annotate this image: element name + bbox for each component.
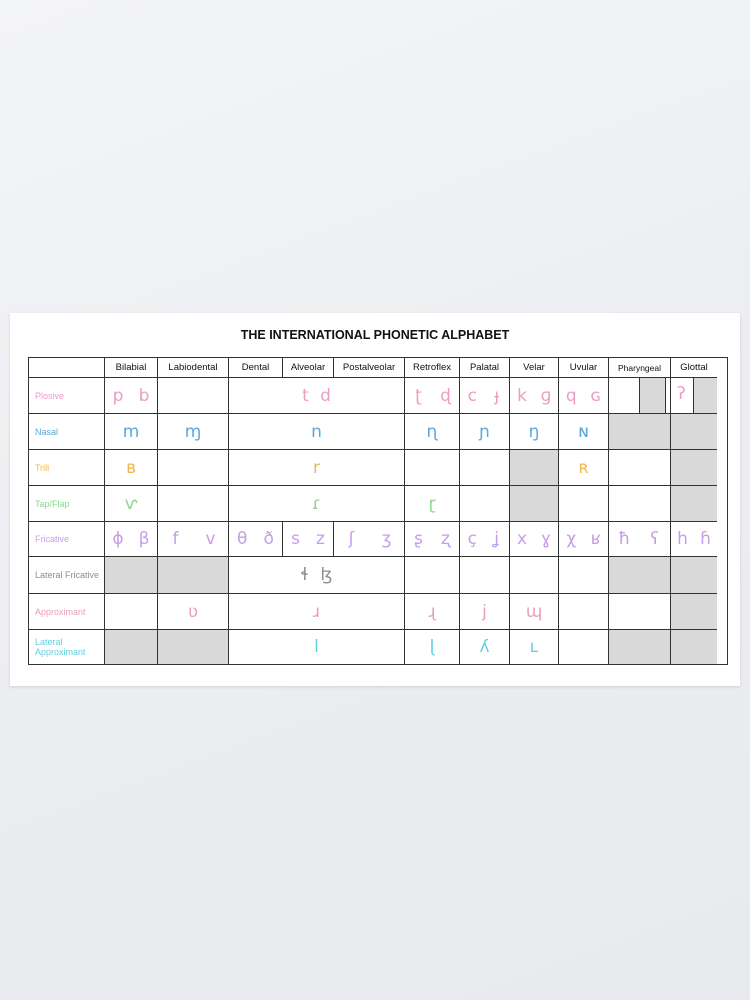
nasal-velar: ŋ	[510, 414, 559, 450]
fricative-postalveolar: ʃ ʒ	[334, 522, 405, 557]
latfric-bilabial	[105, 557, 158, 594]
plosive-dental-alveolar-postalveolar: t d	[229, 378, 405, 414]
latapprox-retroflex: ɭ	[405, 630, 460, 664]
approx-alveolar: ɹ	[229, 594, 405, 630]
plosive-bilabial: p b	[105, 378, 158, 414]
tap-uvular	[559, 486, 609, 522]
latfric-velar	[510, 557, 559, 594]
header-retroflex: Retroflex	[405, 358, 460, 378]
nasal-glottal	[671, 414, 717, 450]
approx-labiodental: ʋ	[158, 594, 229, 630]
latapprox-pharyngeal	[609, 630, 671, 664]
header-alveolar: Alveolar	[283, 358, 334, 378]
latapprox-alveolar: l	[229, 630, 405, 664]
trill-velar	[510, 450, 559, 486]
header-palatal: Palatal	[460, 358, 510, 378]
fricative-glottal: h ɦ	[671, 522, 717, 557]
poster-title: THE INTERNATIONAL PHONETIC ALPHABET	[240, 328, 510, 342]
approx-uvular	[559, 594, 609, 630]
latapprox-glottal	[671, 630, 717, 664]
nasal-palatal: ɲ	[460, 414, 510, 450]
fricative-palatal: ç ʝ	[460, 522, 510, 557]
header-pharyngeal: Pharyngeal	[609, 358, 671, 378]
fricative-dental: θ ð	[229, 522, 283, 557]
row-label-lateral-approximant: Lateral Approximant	[29, 630, 105, 664]
header-bilabial: Bilabial	[105, 358, 158, 378]
latapprox-labiodental	[158, 630, 229, 664]
row-label-fricative: Fricative	[29, 522, 105, 557]
trill-palatal	[460, 450, 510, 486]
fricative-retroflex: ʂ ʐ	[405, 522, 460, 557]
header-dental: Dental	[229, 358, 283, 378]
header-labiodental: Labiodental	[158, 358, 229, 378]
nasal-alveolar: n	[229, 414, 405, 450]
fricative-labiodental: f v	[158, 522, 229, 557]
trill-bilabial: ʙ	[105, 450, 158, 486]
fricative-alveolar: s z	[283, 522, 334, 557]
latfric-palatal	[460, 557, 510, 594]
nasal-pharyngeal	[609, 414, 671, 450]
fricative-uvular: χ ʁ	[559, 522, 609, 557]
nasal-bilabial: m	[105, 414, 158, 450]
header-postalveolar: Postalveolar	[334, 358, 405, 378]
tap-velar	[510, 486, 559, 522]
tap-retroflex: ɽ	[405, 486, 460, 522]
trill-alveolar: r	[229, 450, 405, 486]
fricative-velar: x ɣ	[510, 522, 559, 557]
plosive-uvular: q ɢ	[559, 378, 609, 414]
row-label-plosive: Plosive	[29, 378, 105, 414]
tap-labiodental	[158, 486, 229, 522]
trill-pharyngeal	[609, 450, 671, 486]
approx-retroflex: ɻ	[405, 594, 460, 630]
fricative-bilabial: ɸ β	[105, 522, 158, 557]
trill-retroflex	[405, 450, 460, 486]
plosive-retroflex: ʈ ɖ	[405, 378, 460, 414]
header-glottal: Glottal	[671, 358, 717, 378]
latfric-retroflex	[405, 557, 460, 594]
nasal-labiodental: ɱ	[158, 414, 229, 450]
trill-glottal	[671, 450, 717, 486]
glottal-stop-symbol: ʔ	[677, 384, 686, 404]
plosive-palatal: c ɟ	[460, 378, 510, 414]
nasal-uvular: ɴ	[559, 414, 609, 450]
row-label-approximant: Approximant	[29, 594, 105, 630]
tap-alveolar: ɾ	[229, 486, 405, 522]
latfric-alveolar: ɬ ɮ	[229, 557, 405, 594]
latapprox-uvular	[559, 630, 609, 664]
latapprox-velar: ʟ	[510, 630, 559, 664]
approx-palatal: j	[460, 594, 510, 630]
plosive-glottal	[671, 378, 717, 414]
approx-pharyngeal	[609, 594, 671, 630]
plosive-velar: k ɡ	[510, 378, 559, 414]
latapprox-bilabial	[105, 630, 158, 664]
tap-glottal	[671, 486, 717, 522]
trill-labiodental	[158, 450, 229, 486]
approx-glottal	[671, 594, 717, 630]
row-label-trill: Trill	[29, 450, 105, 486]
ipa-chart-table	[28, 357, 728, 665]
latfric-labiodental	[158, 557, 229, 594]
row-label-lateral-fricative: Lateral Fricative	[29, 557, 105, 594]
latapprox-palatal: ʎ	[460, 630, 510, 664]
approx-velar: ɰ	[510, 594, 559, 630]
approx-bilabial	[105, 594, 158, 630]
header-velar: Velar	[510, 358, 559, 378]
tap-palatal	[460, 486, 510, 522]
plosive-labiodental	[158, 378, 229, 414]
plosive-pharyngeal	[609, 378, 671, 414]
fricative-pharyngeal: ħ ʕ	[609, 522, 671, 557]
latfric-glottal	[671, 557, 717, 594]
nasal-retroflex: ɳ	[405, 414, 460, 450]
ipa-poster	[10, 313, 740, 686]
row-label-nasal: Nasal	[29, 414, 105, 450]
latfric-uvular	[559, 557, 609, 594]
header-uvular: Uvular	[559, 358, 609, 378]
tap-bilabial: ⱱ	[105, 486, 158, 522]
row-label-tap: Tap/Flap	[29, 486, 105, 522]
tap-pharyngeal	[609, 486, 671, 522]
trill-uvular: ʀ	[559, 450, 609, 486]
corner-cell	[29, 358, 105, 378]
latfric-pharyngeal	[609, 557, 671, 594]
